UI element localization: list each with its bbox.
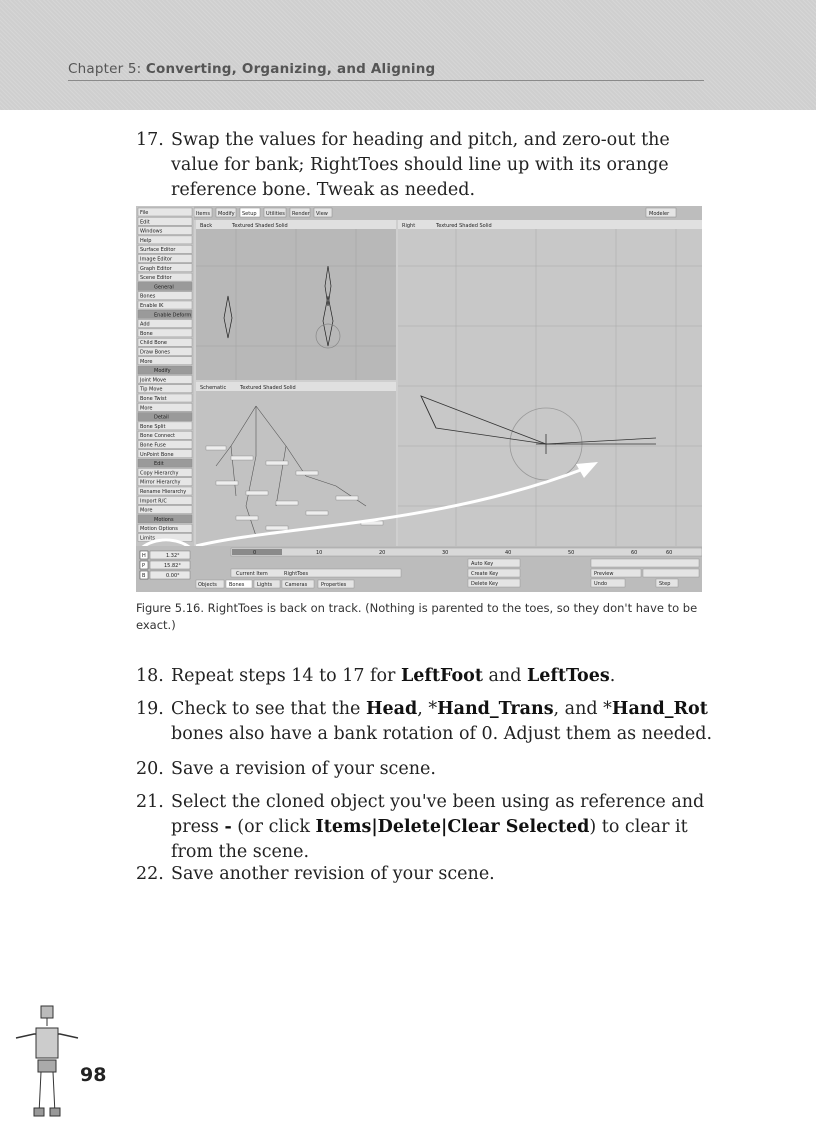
tick-10: 10 xyxy=(316,550,323,556)
properties-button[interactable]: Properties xyxy=(321,582,347,588)
text-run: , * xyxy=(417,699,438,719)
tab-view[interactable]: View xyxy=(316,211,328,217)
side-menu-item: Detail xyxy=(154,414,169,421)
figure-caption: Figure 5.16. RightToes is back on track. (Nothing is parented to the toes, so they don't have to be exact.) xyxy=(136,601,698,632)
side-menu-item[interactable]: Bone Twist xyxy=(140,396,167,402)
bold-term: - xyxy=(224,817,232,837)
tab-items[interactable]: Items xyxy=(196,211,210,217)
side-menu-item[interactable]: Graph Editor xyxy=(140,265,172,272)
side-menu-item: Enable Deform xyxy=(154,312,192,319)
heading-value[interactable]: 1.32° xyxy=(166,553,180,559)
shading-label-1[interactable]: Textured Shaded Solid xyxy=(232,223,288,229)
side-menu-item[interactable]: Edit xyxy=(140,219,150,226)
bold-term: LeftFoot xyxy=(400,666,483,686)
shading-label-3[interactable]: Textured Shaded Solid xyxy=(240,385,296,391)
bold-term: Items|Delete|Clear Selected xyxy=(315,817,590,837)
step-18 xyxy=(136,664,716,689)
tab-render[interactable]: Render xyxy=(292,211,310,217)
text-run: Select the cloned object you've been using as reference and press xyxy=(171,792,705,837)
tick-40: 40 xyxy=(505,550,512,556)
side-menu-item: Motions xyxy=(154,516,174,523)
robot-figure-icon xyxy=(14,1004,80,1120)
step-number: 20. xyxy=(136,759,164,779)
objects-button[interactable]: Objects xyxy=(198,582,217,588)
pitch-value[interactable]: 15.82° xyxy=(164,563,181,569)
text-run: Repeat steps 14 to 17 for xyxy=(171,666,401,686)
step-number: 21. xyxy=(136,792,164,812)
key-buttons[interactable] xyxy=(468,559,520,587)
bank-label: B xyxy=(142,573,146,579)
step-19 xyxy=(136,697,716,747)
side-menu-item[interactable]: Bone Connect xyxy=(140,433,175,440)
text-run: Check to see that the xyxy=(171,699,366,719)
side-menu-item[interactable]: Rename Hierarchy xyxy=(140,489,187,495)
tick-60: 60 xyxy=(631,550,638,556)
auto-key-button[interactable]: Auto Key xyxy=(471,561,494,567)
text-run: Save a revision of your scene. xyxy=(171,759,436,779)
side-menu-item-bg xyxy=(138,459,192,467)
tick-30: 30 xyxy=(442,550,449,556)
step-17 xyxy=(136,128,716,203)
side-menu-item[interactable]: UnPoint Bone xyxy=(140,451,174,458)
viewport-right-label[interactable]: Right xyxy=(402,223,416,229)
side-menu-item[interactable]: Mirror Hierarchy xyxy=(140,479,181,486)
side-menu-item: Modify xyxy=(154,368,171,375)
heading-label: H xyxy=(142,553,146,559)
side-menu-item[interactable]: Scene Editor xyxy=(140,275,172,282)
undo-button[interactable]: Undo xyxy=(594,581,608,587)
viewport-schematic-label[interactable]: Schematic xyxy=(200,385,227,391)
bold-term: Hand_Rot xyxy=(611,699,708,719)
side-menu-item[interactable]: More xyxy=(140,358,153,365)
create-key-button[interactable]: Create Key xyxy=(471,571,499,577)
text-run: Save another revision of your scene. xyxy=(171,864,495,884)
side-menu-item[interactable]: Tip Move xyxy=(140,386,163,393)
shading-label-2[interactable]: Textured Shaded Solid xyxy=(436,223,492,229)
rotation-fields[interactable] xyxy=(140,551,190,579)
step-text xyxy=(136,697,716,747)
step-button[interactable]: Step xyxy=(659,581,671,587)
side-menu-item[interactable]: Bone Split xyxy=(140,423,166,430)
side-menu-item[interactable]: Limits xyxy=(140,535,155,542)
side-menu-item[interactable]: File xyxy=(140,210,149,216)
side-menu-item: General xyxy=(154,284,174,291)
running-header xyxy=(0,0,816,110)
tick-50: 50 xyxy=(568,550,575,556)
bold-term: Head xyxy=(365,699,418,719)
current-item-label: Current Item xyxy=(236,571,268,577)
side-menu-item[interactable]: More xyxy=(140,507,153,514)
modeler-button[interactable]: Modeler xyxy=(649,211,670,217)
side-menu-item[interactable]: Child Bone xyxy=(140,340,167,347)
tab-utilities[interactable]: Utilities xyxy=(266,211,285,217)
step-number: 17. xyxy=(136,130,164,150)
text-run: and xyxy=(482,666,527,686)
viewport-back-label[interactable]: Back xyxy=(200,223,213,229)
side-menu-item[interactable]: Copy Hierarchy xyxy=(140,470,179,477)
lightwave-screenshot xyxy=(136,206,702,592)
item-type-buttons[interactable] xyxy=(196,580,354,588)
text-run: bones also have a bank rotation of 0. Adjust them as needed. xyxy=(171,724,713,744)
side-menu-item[interactable]: Bone Fuse xyxy=(140,442,166,449)
side-menu-item[interactable]: Joint Move xyxy=(140,377,167,384)
side-menu-item[interactable]: Draw Bones xyxy=(140,349,170,356)
chapter-prefix: Chapter 5: xyxy=(68,61,146,77)
side-menu-item[interactable]: Import R/C xyxy=(140,498,167,505)
side-menu-item[interactable]: More xyxy=(140,405,153,412)
side-menu-item[interactable]: Enable IK xyxy=(140,303,164,309)
step-text xyxy=(136,790,716,865)
text-run: ) to clear it from the scene. xyxy=(171,817,688,862)
step-number: 22. xyxy=(136,864,164,884)
step-21 xyxy=(136,790,716,865)
tick-end: 60 xyxy=(666,550,673,556)
page-number: 98 xyxy=(80,1064,107,1086)
header-rule xyxy=(68,80,704,81)
pitch-label: P xyxy=(142,563,146,569)
side-menu-item[interactable]: Add xyxy=(140,321,150,328)
tick-20: 20 xyxy=(379,550,386,556)
bank-value[interactable]: 0.00° xyxy=(166,573,180,579)
step-22 xyxy=(136,862,716,887)
current-item-select[interactable]: RightToes xyxy=(284,571,309,577)
lights-button[interactable]: Lights xyxy=(257,582,273,588)
side-menu-item[interactable]: Bone xyxy=(140,330,153,337)
bold-term: Hand_Trans xyxy=(437,699,554,719)
tick-0: 0 xyxy=(253,550,257,556)
delete-key-button[interactable]: Delete Key xyxy=(471,581,499,587)
tab-modify[interactable]: Modify xyxy=(218,211,235,217)
side-menu-item[interactable]: Bones xyxy=(140,293,156,300)
step-20 xyxy=(136,757,716,782)
cameras-button[interactable]: Cameras xyxy=(285,582,308,588)
text-run: , and * xyxy=(553,699,612,719)
bones-button[interactable]: Bones xyxy=(229,582,245,588)
side-menu-item[interactable]: Image Editor xyxy=(140,256,173,263)
step-number: 18. xyxy=(136,666,164,686)
side-menu-item[interactable]: Help xyxy=(140,237,152,244)
preview-button[interactable]: Preview xyxy=(594,571,614,577)
tab-setup[interactable]: Setup xyxy=(242,211,257,217)
bold-term: LeftToes xyxy=(526,666,610,686)
step-number: 19. xyxy=(136,699,164,719)
text-run: (or click xyxy=(231,817,316,837)
step-text: Swap the values for heading and pitch, and zero-out the value for bank; RightToes should line up with its orange reference bone. Tweak as needed. xyxy=(171,130,670,200)
side-menu-item[interactable]: Motion Options xyxy=(140,526,178,533)
step-text xyxy=(136,757,716,782)
chapter-title: Converting, Organizing, and Aligning xyxy=(145,61,436,77)
viewport-right[interactable] xyxy=(398,220,702,546)
step-text xyxy=(136,664,716,689)
side-menu-item: Edit xyxy=(154,461,164,468)
text-run: . xyxy=(609,666,616,686)
step-text xyxy=(136,862,716,887)
side-menu-item[interactable]: Windows xyxy=(140,228,163,235)
side-menu-item[interactable]: Surface Editor xyxy=(140,247,176,254)
chapter-heading xyxy=(68,61,435,77)
